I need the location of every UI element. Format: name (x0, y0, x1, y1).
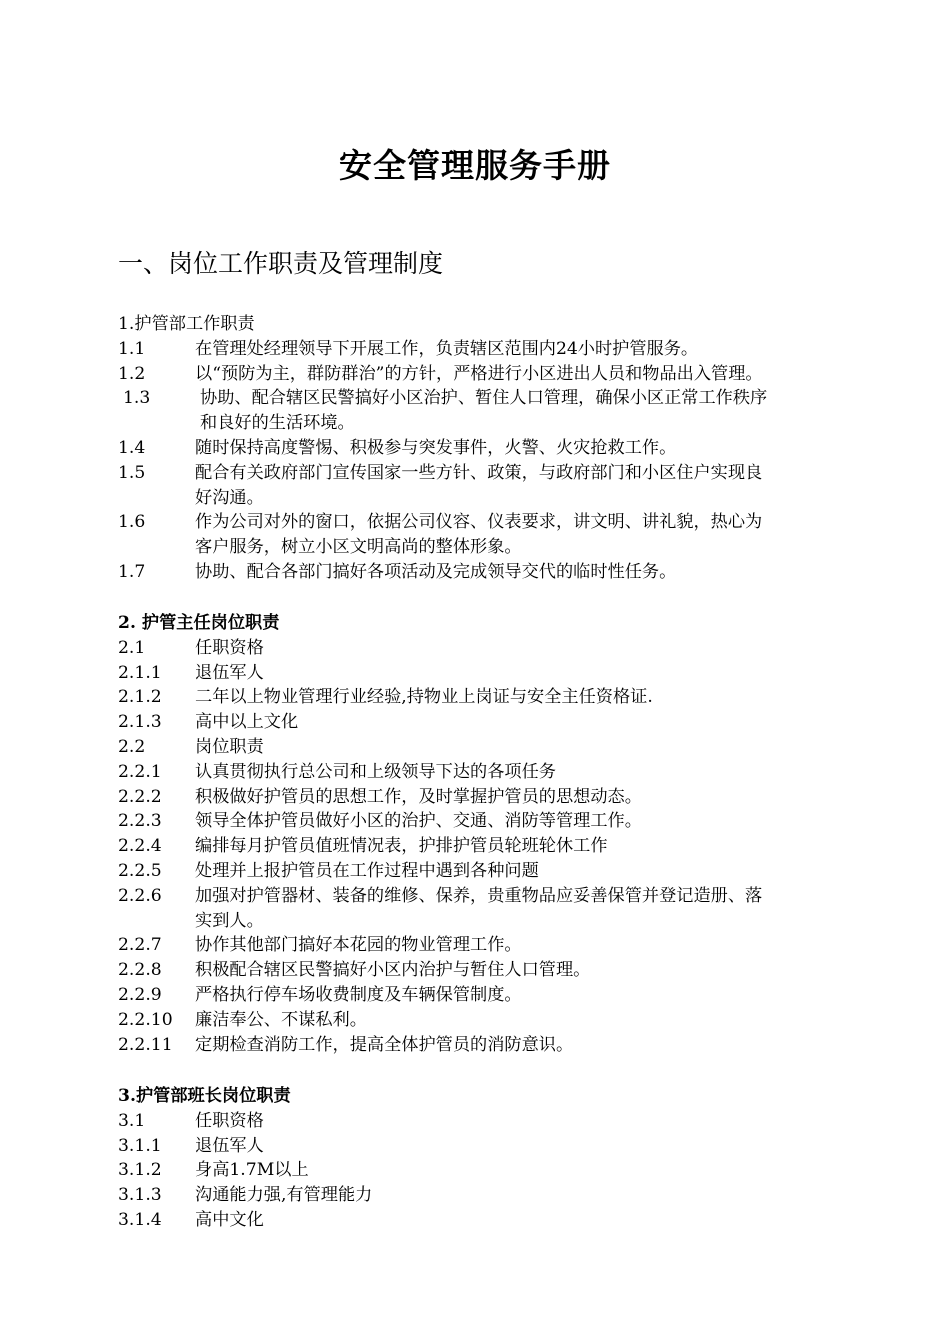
list-item-continuation (118, 909, 848, 934)
part2-block (118, 611, 848, 1057)
list-item (118, 1183, 848, 1208)
list-item (118, 661, 848, 686)
item-text-continued: 和良好的生活环境。 (200, 413, 355, 434)
item-text: 配合有关政府部门宣传国家一些方针、政策，与政府部门和小区住户实现良 (195, 462, 763, 483)
item-text: 积极配合辖区民警搞好小区内治护与暂住人口管理。 (195, 960, 591, 981)
list-item (118, 510, 848, 535)
item-number: 2.1.1 (118, 662, 162, 683)
item-number: 2.1.2 (118, 687, 162, 708)
item-text: 任职资格 (195, 1110, 264, 1131)
item-number: 3.1 (118, 1110, 146, 1131)
item-text: 在管理处经理领导下开展工作，负责辖区范围内24小时护管服务。 (195, 338, 699, 359)
item-text: 高中以上文化 (195, 712, 299, 733)
item-number: 2.2 (118, 736, 146, 757)
item-text: 协助、配合各部门搞好各项活动及完成领导交代的临时性任务。 (195, 561, 677, 582)
item-number: 2.2.2 (118, 786, 162, 807)
list-item (118, 958, 848, 983)
item-number: 2.2.8 (118, 960, 162, 981)
item-text: 退伍军人 (195, 1135, 264, 1156)
list-item (118, 461, 848, 486)
item-text: 严格执行停车场收费制度及车辆保管制度。 (195, 984, 522, 1005)
item-text: 以“预防为主，群防群治”的方针，严格进行小区进出人员和物品出入管理。 (195, 363, 763, 384)
item-text: 协作其他部门搞好本花园的物业管理工作。 (195, 935, 522, 956)
item-text: 沟通能力强,有管理能力 (195, 1185, 373, 1206)
list-item (118, 362, 848, 387)
list-item-continuation (118, 535, 848, 560)
part2-heading: 2. 护管主任岗位职责 (118, 613, 280, 633)
item-number: 1.7 (118, 561, 146, 582)
item-number: 1.4 (118, 437, 146, 458)
item-text-continued: 客户服务，树立小区文明高尚的整体形象。 (195, 537, 522, 558)
item-number: 2.2.5 (118, 860, 162, 881)
item-text: 定期检查消防工作，提高全体护管员的消防意识。 (195, 1034, 574, 1055)
list-item (118, 1158, 848, 1183)
item-text: 处理并上报护管员在工作过程中遇到各种问题 (195, 860, 539, 881)
item-number: 2.2.7 (118, 935, 162, 956)
item-number: 2.1.3 (118, 712, 162, 733)
list-item (118, 386, 848, 411)
item-number: 3.1.2 (118, 1160, 162, 1181)
item-number: 1.5 (118, 462, 146, 483)
item-text: 领导全体护管员做好小区的治护、交通、消防等管理工作。 (195, 811, 642, 832)
item-text: 岗位职责 (195, 736, 264, 757)
item-number: 2.2.10 (118, 1009, 173, 1030)
item-text-continued: 实到人。 (195, 910, 264, 931)
list-item (118, 785, 848, 810)
list-item (118, 337, 848, 362)
item-number: 3.1.1 (118, 1135, 162, 1156)
list-item (118, 834, 848, 859)
list-item (118, 1008, 848, 1033)
list-item (118, 983, 848, 1008)
list-item (118, 710, 848, 735)
list-item (118, 636, 848, 661)
item-number: 1.6 (118, 512, 146, 533)
list-item-continuation (118, 486, 848, 511)
item-number: 3.1.3 (118, 1185, 162, 1206)
document-title: 安全管理服务手册 (339, 146, 611, 185)
item-text: 加强对护管器材、装备的维修、保养，贵重物品应妥善保管并登记造册、落 (195, 885, 763, 906)
list-item (118, 884, 848, 909)
list-item (118, 1208, 848, 1233)
list-item (118, 1134, 848, 1159)
list-item (118, 436, 848, 461)
item-number: 2.2.9 (118, 984, 162, 1005)
item-text: 任职资格 (195, 637, 264, 658)
item-text: 退伍军人 (195, 662, 264, 683)
list-item (118, 859, 848, 884)
item-text: 积极做好护管员的思想工作，及时掌握护管员的思想动态。 (195, 786, 642, 807)
item-number: 1.1 (118, 338, 146, 359)
item-number: 2.2.11 (118, 1034, 173, 1055)
item-number: 1.2 (118, 363, 146, 384)
item-text: 随时保持高度警惕、积极参与突发事件，火警、火灾抢救工作。 (195, 437, 677, 458)
item-text: 廉洁奉公、不谋私利。 (195, 1009, 367, 1030)
list-item (118, 1109, 848, 1134)
item-text: 认真贯彻执行总公司和上级领导下达的各项任务 (195, 761, 556, 782)
item-number: 3.1.4 (118, 1209, 162, 1230)
item-number: 2.2.4 (118, 836, 162, 857)
item-text: 二年以上物业管理行业经验,持物业上岗证与安全主任资格证. (195, 687, 653, 708)
part3-heading: 3.护管部班长岗位职责 (118, 1086, 291, 1106)
item-text: 编排每月护管员值班情况表，护排护管员轮班轮休工作 (195, 836, 608, 857)
item-number: 2.2.6 (118, 885, 162, 906)
list-item (118, 685, 848, 710)
item-text: 身高1.7M以上 (195, 1160, 309, 1181)
list-item (118, 1033, 848, 1058)
section-heading: 一、岗位工作职责及管理制度 (118, 249, 444, 278)
list-item-continuation (118, 411, 848, 436)
part3-block (118, 1084, 848, 1233)
item-number: 2.2.1 (118, 761, 162, 782)
item-number: 2.1 (118, 637, 146, 658)
list-item (118, 809, 848, 834)
item-text: 高中文化 (195, 1209, 264, 1230)
list-item (118, 760, 848, 785)
list-item (118, 560, 848, 585)
list-item (118, 933, 848, 958)
list-item (118, 735, 848, 760)
item-text-continued: 好沟通。 (195, 487, 264, 508)
part1-block (118, 312, 848, 585)
item-text: 作为公司对外的窗口，依据公司仪容、仪表要求，讲文明、讲礼貌，热心为 (195, 512, 763, 533)
item-text: 协助、配合辖区民警搞好小区治护、暂住人口管理，确保小区正常工作秩序 (200, 388, 768, 409)
part1-heading: 1.护管部工作职责 (118, 314, 255, 334)
item-number: 2.2.3 (118, 811, 162, 832)
item-number: 1.3 (123, 388, 151, 409)
